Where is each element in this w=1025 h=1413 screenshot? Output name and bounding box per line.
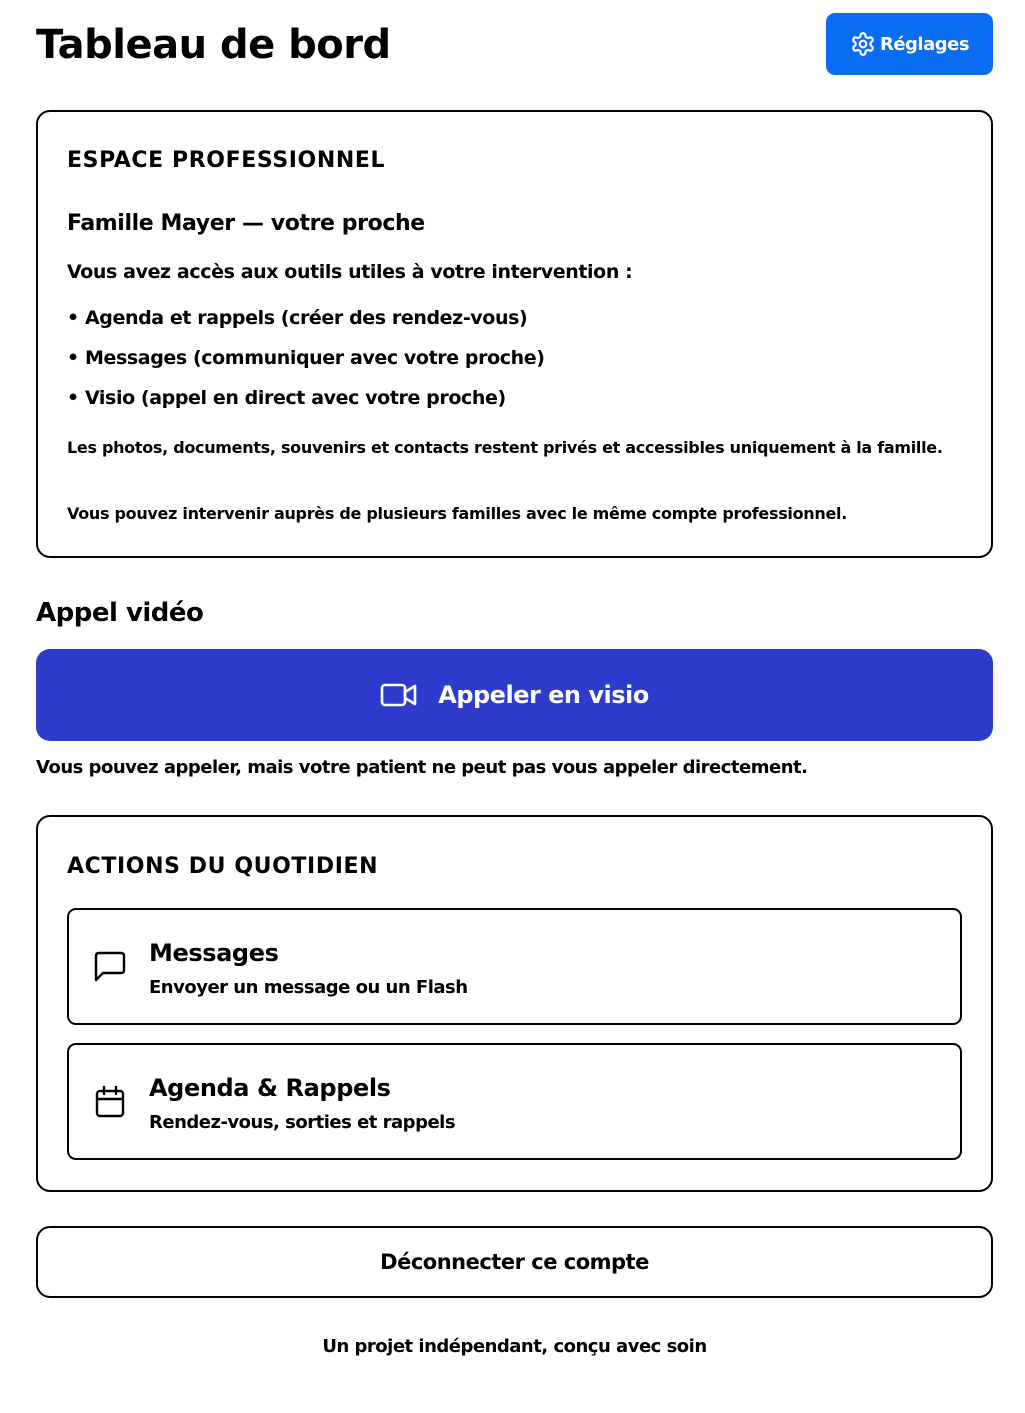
professional-space-heading: ESPACE PROFESSIONNEL xyxy=(67,148,386,173)
settings-button[interactable] xyxy=(826,13,993,75)
messages-action-title: Messages xyxy=(149,939,279,967)
tools-intro: Vous avez accès aux outils utiles à votre intervention : xyxy=(67,261,633,283)
video-call-note: Vous pouvez appeler, mais votre patient ne peut pas vous appeler directement. xyxy=(36,757,808,778)
video-call-button[interactable] xyxy=(36,649,993,741)
privacy-note: Les photos, documents, souvenirs et contacts restent privés et accessibles uniquement à la famille. xyxy=(67,438,943,457)
video-call-label: Appeler en visio xyxy=(438,681,649,709)
page-title: Tableau de bord xyxy=(36,22,391,68)
tool-item-visio: • Visio (appel en direct avec votre proche) xyxy=(67,387,506,409)
video-call-heading: Appel vidéo xyxy=(36,598,204,628)
professional-space-card xyxy=(36,110,993,558)
messages-action[interactable] xyxy=(67,908,962,1025)
page-header xyxy=(36,13,993,75)
footer-text: Un projet indépendant, conçu avec soin xyxy=(322,1336,707,1357)
agenda-action-subtitle: Rendez-vous, sorties et rappels xyxy=(149,1112,456,1133)
daily-actions-heading: ACTIONS DU QUOTIDIEN xyxy=(67,854,379,879)
gear-icon xyxy=(850,31,876,57)
tool-item-messages: • Messages (communiquer avec votre proche) xyxy=(67,347,545,369)
tool-list xyxy=(67,306,545,426)
family-name: Famille Mayer — votre proche xyxy=(67,211,425,236)
tool-item-agenda: • Agenda et rappels (créer des rendez-vous) xyxy=(67,307,528,329)
multi-family-note: Vous pouvez intervenir auprès de plusieurs familles avec le même compte professionnel. xyxy=(67,504,848,523)
logout-button[interactable]: Déconnecter ce compte xyxy=(36,1226,993,1298)
message-bubble-icon xyxy=(93,950,127,984)
messages-action-subtitle: Envoyer un message ou un Flash xyxy=(149,977,468,998)
agenda-action[interactable] xyxy=(67,1043,962,1160)
video-camera-icon xyxy=(380,681,418,709)
calendar-icon xyxy=(93,1085,127,1119)
agenda-action-title: Agenda & Rappels xyxy=(149,1074,391,1102)
settings-label: Réglages xyxy=(879,33,970,55)
daily-actions-card xyxy=(36,815,993,1192)
